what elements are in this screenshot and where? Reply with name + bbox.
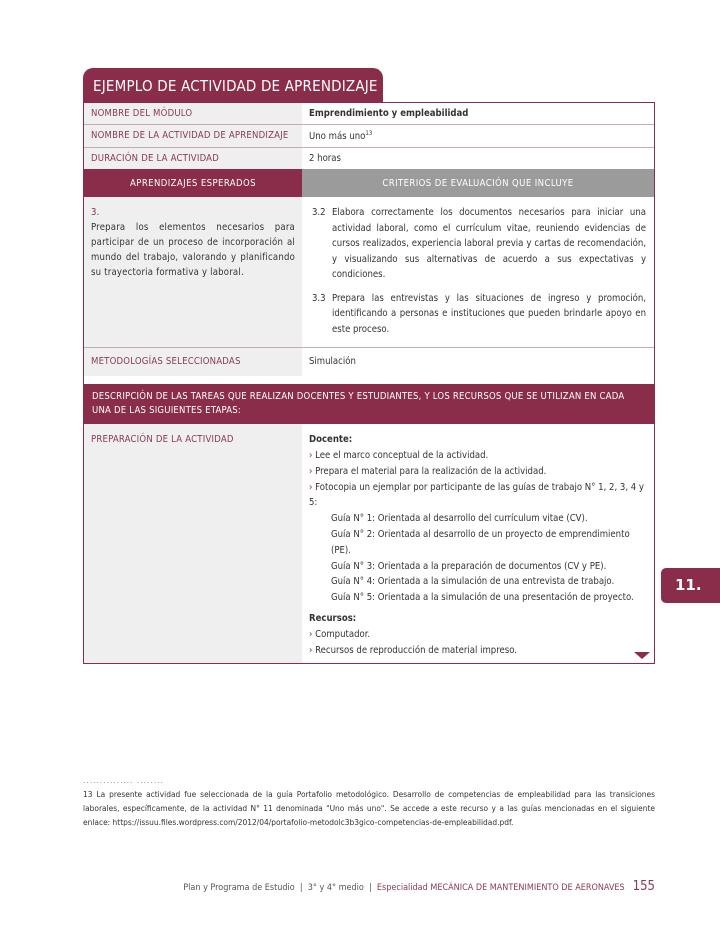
label: DURACIÓN DE LA ACTIVIDAD [84,148,302,169]
header-left: APRENDIZAJES ESPERADOS [84,169,302,197]
activity-table [83,102,655,664]
section-title: EJEMPLO DE ACTIVIDAD DE APRENDIZAJE [83,68,383,103]
row-activity-name [84,125,654,148]
list-item: › Prepara el material para la realización de la actividad. [309,464,647,480]
criteria [302,197,654,347]
page-footer [183,879,655,894]
list-item: › Computador. [309,627,647,643]
list-item: › Lee el marco conceptual de la actividad. [309,448,647,464]
label: METODOLOGÍAS SELECCIONADAS [84,348,302,376]
value-wrap [302,125,654,147]
label: PREPARACIÓN DE LA ACTIVIDAD [84,424,302,663]
footnote-rule: ............... ........ [83,775,164,785]
footnote-text: 13 La presente actividad fue seleccionada de la guía Portafolio metodológico. Desarrollo de competencias de empleabilidad para las transiciones laborales, específicamente, de la actividad N° 11 denominada "Uno más uno". Se accede a este recurso y a las guías mencionadas en el siguiente enlace: https://issuu.files.wordpress.com/2012/04/portafolio-metodolc3b3gico-competencias-de-empleabilidad.pdf. [83,789,655,827]
page-number: 155 [632,879,655,894]
outcome-text: Prepara los elementos necesarios para participar de un proceso de incorporación al mundo del trabajo, valorando y planificando su trayectoria formativa y laboral. [91,222,295,279]
preparation-content [302,424,654,663]
criterion-num: 3.3 [312,292,326,304]
guide-item: Guía N° 3: Orientada a la preparación de documentos (CV y PE). [331,560,607,572]
list-item: › Fotocopia un ejemplar por participante de las guías de trabajo N° 1, 2, 3, 4 y 5: [309,480,647,512]
footer-plan: Plan y Programa de Estudio | 3° y 4° medio | [183,883,377,893]
continue-arrow-icon [634,652,650,659]
list-item: › Recursos de reproducción de material impreso. [309,643,647,659]
learning-outcome [84,197,302,347]
row-methodology [84,348,654,376]
guide-item: Guía N° 1: Orientada al desarrollo del currículum vitae (CV). [331,513,588,525]
footer-specialty: Especialidad MECÁNICA DE MANTENIMIENTO DE AERONAVES [376,883,625,893]
learning-row [84,197,654,348]
guide-item: Guía N° 2: Orientada al desarrollo de un proyecto de emprendimiento (PE). [331,528,630,556]
column-headers [84,169,654,197]
label: NOMBRE DE LA ACTIVIDAD DE APRENDIZAJE [84,125,302,147]
criterion-text: Prepara las entrevistas y las situaciones de ingreso y promoción, identificando a personas e instituciones que pueden brindarle apoyo en este proceso. [332,292,646,335]
criterion [312,291,646,338]
row-module [84,103,654,125]
docente-title: Docente: [309,434,353,446]
value: Emprendimiento y empleabilidad [309,108,469,119]
header-right: CRITERIOS DE EVALUACIÓN QUE INCLUYE [302,169,654,197]
label: NOMBRE DEL MÓDULO [84,103,302,124]
guide-item: Guía N° 5: Orientada a la simulación de una presentación de proyecto. [331,592,634,604]
chapter-tab: 11. [661,568,720,603]
outcome-number: 3. [91,207,100,219]
criterion [312,205,646,283]
footnote-ref: 13 [365,130,373,137]
criterion-text: Elabora correctamente los documentos necesarios para iniciar una actividad laboral, como el currículum vitae, reuniendo evidencias de cursos realizados, experiencia laboral previa y cartas de recomendación, y visualizando sus alternativas de acuerdo a sus expectativas y condiciones. [332,207,646,281]
recursos-title: Recursos: [309,612,357,624]
row-preparation [84,424,654,663]
row-duration [84,148,654,169]
footnote [83,773,655,829]
value: Uno más uno [309,131,366,143]
criterion-num: 3.2 [312,207,326,219]
guide-item: Guía N° 4: Orientada a la simulación de una entrevista de trabajo. [331,576,615,588]
description-header: DESCRIPCIÓN DE LAS TAREAS QUE REALIZAN DOCENTES Y ESTUDIANTES, Y LOS RECURSOS QUE SE UTILIZAN EN CADA UNA DE LAS SIGUIENTES ETAPAS: [84,384,654,424]
value: 2 horas [309,153,341,165]
value: Simulación [309,356,356,368]
